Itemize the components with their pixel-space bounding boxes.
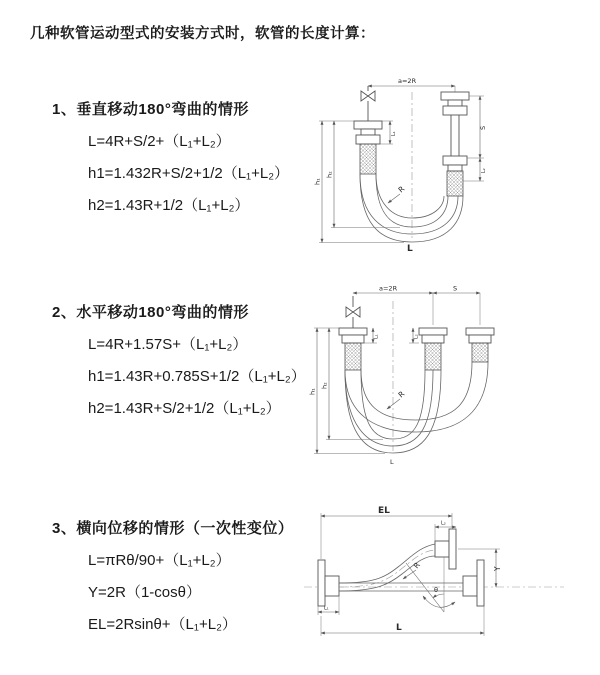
radius-callout [388,184,406,203]
dimension-a2r [368,77,455,92]
valve-icon [361,86,375,121]
formula-length: L=4R+1.57S+（L₁+L₂） [88,336,248,353]
page-title: 几种软管运动型式的安装方式时，软管的长度计算： [30,26,375,42]
left-fitting [339,328,367,370]
right-flange-original [463,560,484,606]
formula-length: L=4R+S/2+（L₁+L₂） [88,133,231,150]
dim-l2-label: L₂ [481,168,487,173]
right-fitting [466,328,494,362]
section-vertical-movement [52,100,289,216]
diagram-vertical-180-bend [300,70,555,255]
dim-y-label: Y [493,566,502,571]
dim-l-label: L [396,623,402,633]
formula-y: Y=2R（1-cosθ） [88,584,201,601]
section-heading: 3、横向位移的情形（一次性变位） [52,520,294,537]
formula-el: EL=2Rsinθ+（L₁+L₂） [88,616,237,633]
dim-l2-label: L₂ [441,520,446,527]
dim-l1-label: L₁ [373,334,380,339]
middle-fitting [419,328,447,370]
dim-el-label: EL [378,506,390,516]
radius-label: R [396,184,407,195]
formula-h1: h1=1.432R+S/2+1/2（L₁+L₂） [88,165,290,182]
radius-label: R [396,389,407,400]
dim-l2-label: L₂ [413,334,420,339]
formula-length: L=πRθ/90+（L₁+L₂） [88,552,231,569]
upper-flange-displaced [435,529,456,569]
radius-label: R [411,560,422,571]
valve-icon [346,296,360,328]
angle-theta-label: θ [434,586,438,594]
diagram-lateral-displacement [296,500,586,648]
section-heading: 1、垂直移动180°弯曲的情形 [52,101,249,118]
section-heading: 2、水平移动180°弯曲的情形 [52,304,249,321]
radius-callout [403,561,422,579]
length-label: L [407,244,413,254]
dimension-l2 [409,328,420,343]
dimension-l1 [380,121,397,144]
dim-s-label: S [479,125,487,130]
formula-h1: h1=1.43R+0.785S+1/2（L₁+L₂） [88,368,306,385]
diagram-horizontal-180-bend [303,283,555,468]
dim-a2r-label: a=2R [398,77,417,85]
formula-h2: h2=1.43R+S/2+1/2（L₁+L₂） [88,400,281,417]
dim-l1-label: L₁ [324,605,329,612]
dim-a2r-label: a=2R [379,284,398,293]
radius-callout [387,389,406,409]
dimension-s [433,285,480,326]
length-label: L [390,458,394,466]
dim-s-label: S [453,284,458,293]
dimension-l2 [480,158,487,181]
dim-l1-label: L₁ [391,131,397,136]
dim-h1-label: h₁ [308,388,317,395]
section-horizontal-movement [52,303,306,419]
dim-h2-label: h₂ [320,382,329,389]
formula-h2: h2=1.43R+1/2（L₁+L₂） [88,197,250,214]
dim-h1-label: h₁ [313,178,322,185]
right-fitting [441,92,469,196]
left-fitting [354,121,382,174]
dimension-l [321,606,484,636]
dim-h2-label: h₂ [325,171,334,178]
left-flange [318,560,339,606]
section-lateral-displacement [52,519,293,635]
dimension-el [321,506,452,559]
